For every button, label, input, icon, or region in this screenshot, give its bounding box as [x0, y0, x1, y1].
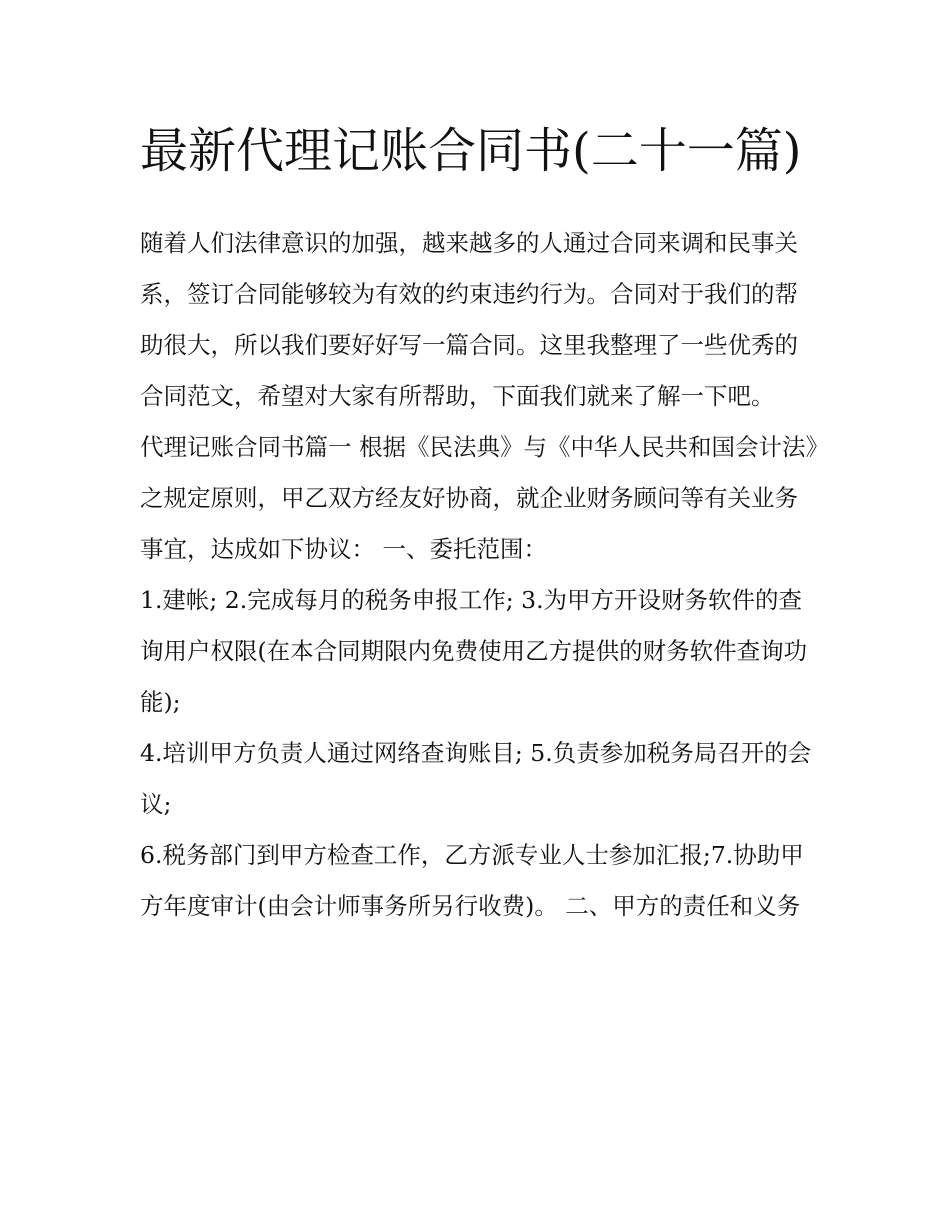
- intro-paragraph: 随着人们法律意识的加强，越来越多的人通过合同来调和民事关系，签订合同能够较为有效的约束违约行为。合同对于我们的帮助很大，所以我们要好好写一篇合同。这里我整理了一些优秀的合同范文，希望对大家有所帮助，下面我们就来了解一下吧。: [140, 229, 798, 410]
- scope-items-4-5: 4.培训甲方负责人通过网络查询账目; 5.负责参加税务局召开的会议;: [140, 739, 812, 818]
- contract-opening-paragraph: 代理记账合同书篇一 根据《民法典》与《中华人民共和国会计法》之规定原则，甲乙双方经友好协商，就企业财务顾问等有关业务事宜，达成如下协议： 一、委托范围：: [140, 433, 818, 563]
- scope-items-6-7: 6.税务部门到甲方检查工作，乙方派专业人士参加汇报;7.协助甲方年度审计(由会计师事务所另行收费)。 二、甲方的责任和义务: [140, 841, 804, 920]
- document-title: 最新代理记账合同书(二十一篇): [140, 123, 802, 179]
- scope-items-1-3: 1.建帐; 2.完成每月的税务申报工作; 3.为甲方开设财务软件的查询用户权限(在本合同期限内免费使用乙方提供的财务软件查询功能);: [140, 586, 808, 716]
- document-body: [140, 112, 820, 932]
